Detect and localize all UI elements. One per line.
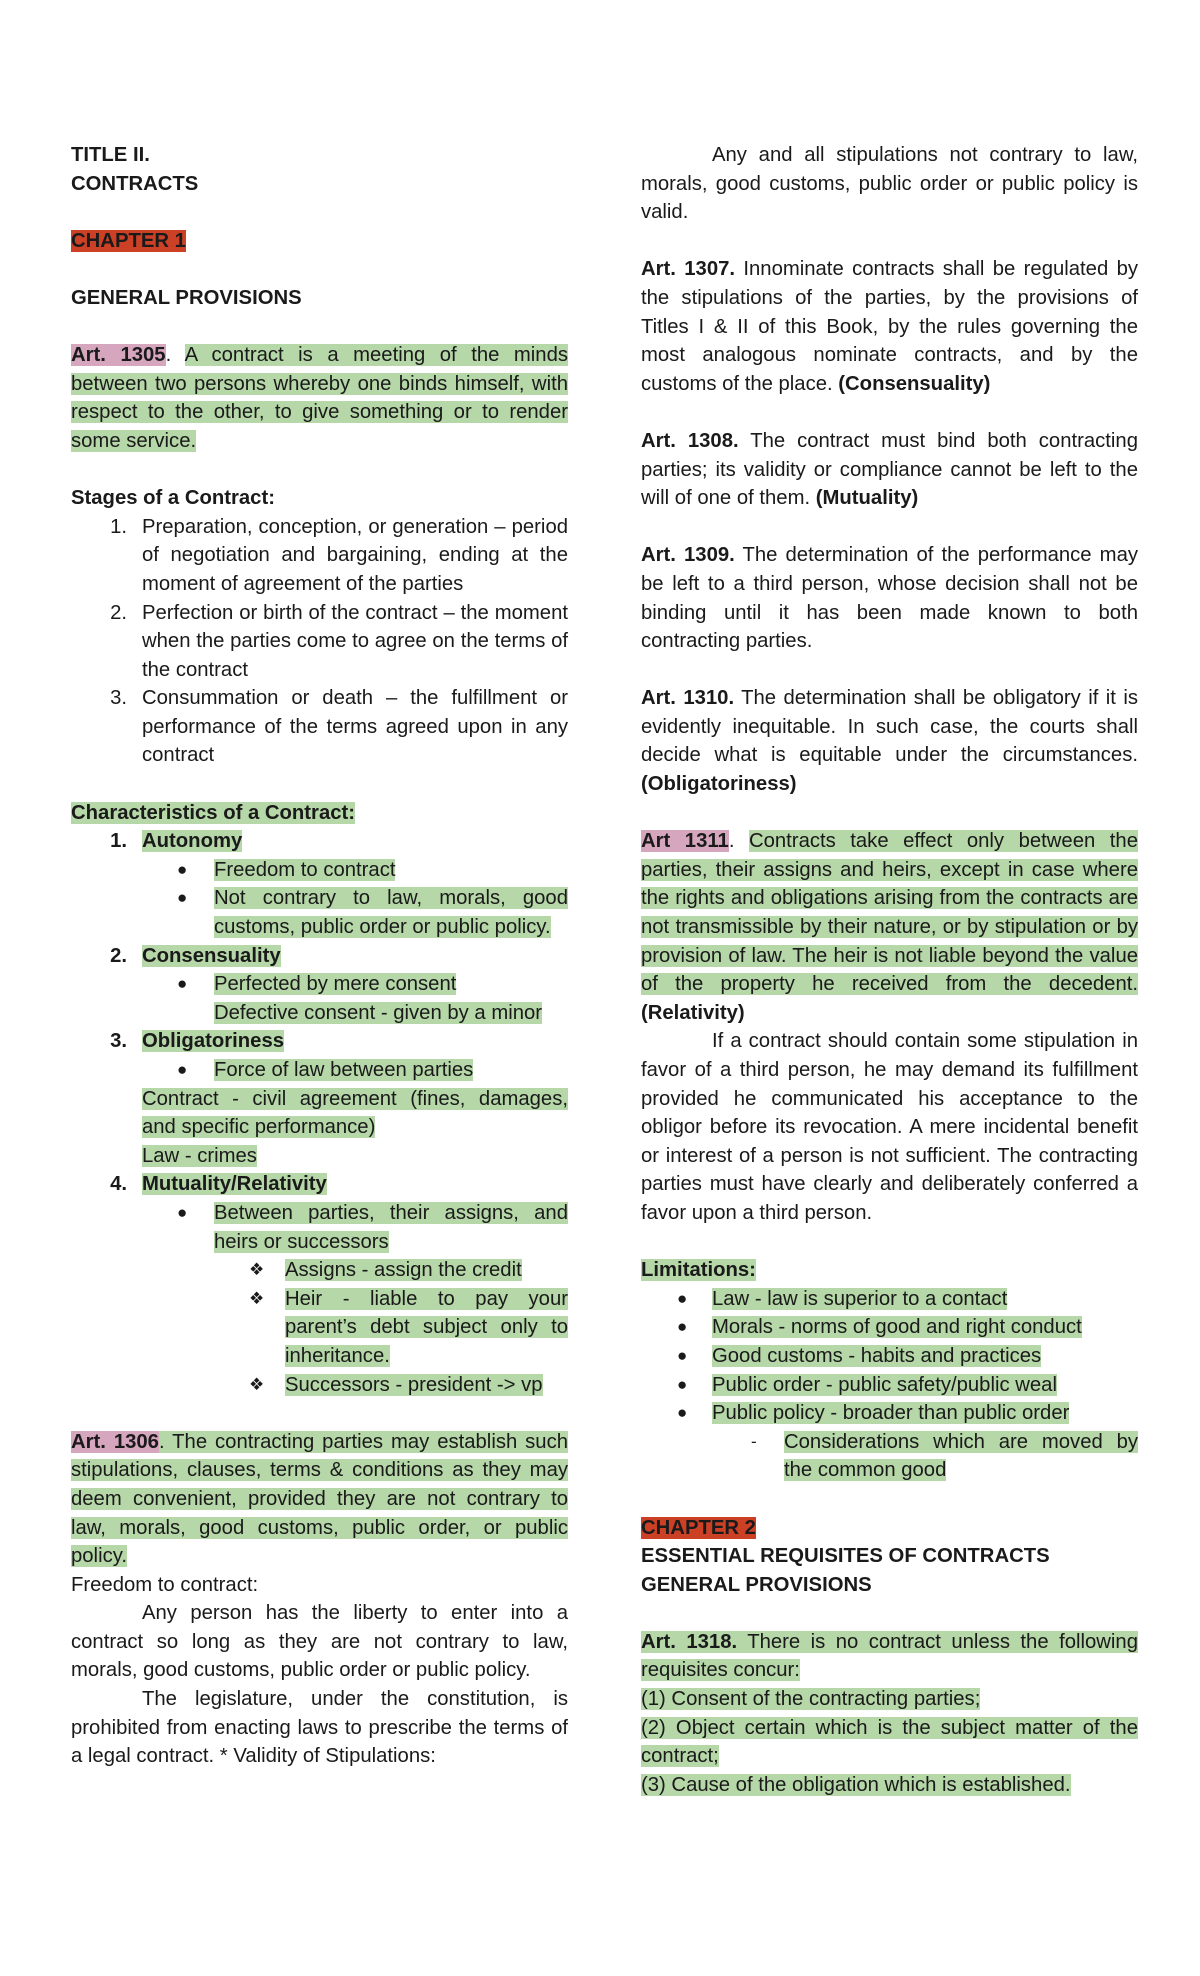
char3-contract-note: Contract - civil agreement (fines, damages, and specific performance)	[142, 1087, 568, 1139]
diamond-bullet-icon: ❖	[249, 1260, 265, 1280]
stipulations-paragraph: Any and all stipulations not contrary to law, morals, good customs, public order or public policy is valid.	[641, 144, 1138, 224]
bullet-icon: ●	[177, 1202, 188, 1222]
art1311-label: Art 1311	[641, 830, 729, 853]
list-item: ● Force of law between parties	[71, 1056, 568, 1085]
bullet-icon: ●	[177, 974, 188, 994]
bullet-icon: ●	[677, 1345, 688, 1365]
char-mutuality: 4. Mutuality/Relativity	[110, 1173, 327, 1196]
art1306-label: Art. 1306	[71, 1430, 159, 1453]
bullet-icon: ●	[677, 1403, 688, 1423]
art1311-text: Contracts take effect only between the parties, their assigns and heirs, except in case where the rights and obligations arising from the contracts are not transmissible by their nature, or by stipulation or by provision of law. The heir is not liable beyond the value of the property he received from the decedent.	[641, 830, 1138, 996]
freedom-paragraph1: Any person has the liberty to enter into a contract so long as they are not contrary to law, morals, good customs, public order or public policy.	[71, 1602, 568, 1682]
bullet-icon: ●	[677, 1374, 688, 1394]
bullet-icon: ●	[677, 1317, 688, 1337]
list-sub-item: - Considerations which are moved by the common good	[641, 1428, 1138, 1485]
bullet-icon: ●	[177, 888, 188, 908]
art1305-label: Art. 1305	[71, 344, 166, 367]
limitations-heading: Limitations:	[641, 1259, 756, 1282]
list-item: ● Freedom to contract	[71, 856, 568, 885]
list-item: ● Public order - public safety/public weal	[641, 1371, 1138, 1400]
bullet-icon: ●	[177, 859, 188, 879]
art1311-paragraph: Art 1311. Contracts take effect only between the parties, their assigns and heirs, except in case where the rights and obligations arising from the contracts are not transmissible by their nature, or by stipulation or by provision of law. The heir is not liable beyond the value of the property he received from the decedent. (Relativity)	[641, 830, 1138, 1024]
stage-item: 3. Consummation or death – the fulfillment or performance of the terms agreed upon in any contract	[110, 687, 568, 767]
freedom-paragraph2: The legislature, under the constitution, is prohibited from enacting laws to prescribe the terms of a legal contract. * Validity of Stipulations:	[71, 1688, 568, 1768]
art1311-paragraph2: If a contract should contain some stipulation in favor of a third person, he may demand its fulfillment provided he communicated his acceptance to the obligor before its revocation. A mere incidental benefit or interest of a person is not sufficient. The contracting parties must have clearly and deliberately conferred a favor upon a third person.	[641, 1030, 1138, 1224]
diamond-bullet-icon: ❖	[249, 1374, 265, 1394]
requisite-1: (1) Consent of the contracting parties;	[641, 1688, 981, 1711]
bullet-icon: ●	[177, 1060, 188, 1079]
art1309-paragraph: Art. 1309. The determination of the performance may be left to a third person, whose decision shall not be binding until it has been made known to both contracting parties.	[641, 544, 1138, 653]
title-line2: CONTRACTS	[71, 172, 199, 195]
chapter2-title-line1: ESSENTIAL REQUISITES OF CONTRACTS	[641, 1545, 1050, 1568]
art1306-paragraph: Art. 1306. The contracting parties may establish such stipulations, clauses, terms & conditions as they may deem convenient, provided they are not contrary to law, morals, good customs, public order, or public policy.	[71, 1430, 569, 1568]
art1305-paragraph: Art. 1305. A contract is a meeting of the minds between two persons whereby one binds himself, with respect to the other, to give something or to render some service.	[71, 344, 568, 452]
list-item: ● Public policy - broader than public order	[641, 1399, 1138, 1428]
art1306-text: The contracting parties may establish such stipulations, clauses, terms & conditions as they may deem convenient, provided they are not contrary to law, morals, good customs, public order, or public policy.	[71, 1430, 569, 1568]
characteristics-heading: Characteristics of a Contract:	[71, 801, 356, 824]
stage-item: 2. Perfection or birth of the contract – the moment when the parties come to agree on the terms of the contract	[110, 601, 568, 681]
dash-icon: -	[751, 1431, 757, 1451]
art1308-paragraph: Art. 1308. The contract must bind both contracting parties; its validity or compliance cannot be left to the will of one of them. (Mutuality)	[641, 429, 1138, 510]
right-column	[641, 141, 1138, 1799]
list-item: ❖ Heir - liable to pay your parent’s debt subject only to inheritance.	[71, 1285, 568, 1371]
list-item: ● Good customs - habits and practices	[641, 1342, 1138, 1371]
art1310-paragraph: Art. 1310. The determination shall be obligatory if it is evidently inequitable. In such case, the courts shall decide what is equitable under the circumstances. (Obligatoriness)	[641, 687, 1138, 796]
requisite-2: (2) Object certain which is the subject matter of the contract;	[641, 1716, 1138, 1768]
char-autonomy: 1. Autonomy	[110, 830, 243, 853]
chapter2-label: CHAPTER 2	[641, 1516, 756, 1539]
diamond-bullet-icon: ❖	[249, 1288, 265, 1308]
char-obligatoriness: 3. Obligatoriness	[110, 1030, 284, 1053]
freedom-heading: Freedom to contract:	[71, 1573, 259, 1596]
left-column	[71, 141, 568, 1771]
general-provisions-heading: GENERAL PROVISIONS	[71, 286, 302, 309]
char-consensuality: 2. Consensuality	[110, 944, 281, 967]
list-item: ● Law - law is superior to a contact	[641, 1285, 1138, 1314]
title-line1: TITLE II.	[71, 144, 150, 166]
chapter2-title-line2: GENERAL PROVISIONS	[641, 1573, 872, 1596]
list-item: ● Morals - norms of good and right conduct	[641, 1313, 1138, 1342]
list-item: ● Between parties, their assigns, and heirs or successors	[71, 1199, 568, 1256]
art1318-paragraph: Art. 1318. There is no contract unless the following requisites concur:	[641, 1630, 1138, 1682]
art1305-text: A contract is a meeting of the minds between two persons whereby one binds himself, with respect to the other, to give something or to render some service.	[71, 344, 568, 452]
art1307-paragraph: Art. 1307. Innominate contracts shall be regulated by the stipulations of the parties, by the provisions of Titles I & II of this Book, by the rules governing the most analogous nominate contracts, and by the customs of the place. (Consensuality)	[641, 258, 1138, 395]
list-item: ● Not contrary to law, morals, good customs, public order or public policy.	[71, 884, 568, 941]
list-item-continuation: Defective consent - given by a minor	[214, 1001, 543, 1024]
chapter1-label: CHAPTER 1	[71, 229, 186, 252]
requisite-3: (3) Cause of the obligation which is established.	[641, 1773, 1071, 1796]
list-item: ❖ Assigns - assign the credit	[71, 1256, 568, 1285]
list-item: ❖ Successors - president -> vp	[71, 1371, 568, 1400]
char3-law-note: Law - crimes	[142, 1144, 257, 1167]
list-item: ● Perfected by mere consent	[71, 970, 568, 999]
stages-heading: Stages of a Contract:	[71, 487, 275, 510]
stage-item: 1. Preparation, conception, or generation – period of negotiation and bargaining, ending at the moment of agreement of the parties	[110, 515, 568, 595]
bullet-icon: ●	[677, 1288, 688, 1308]
